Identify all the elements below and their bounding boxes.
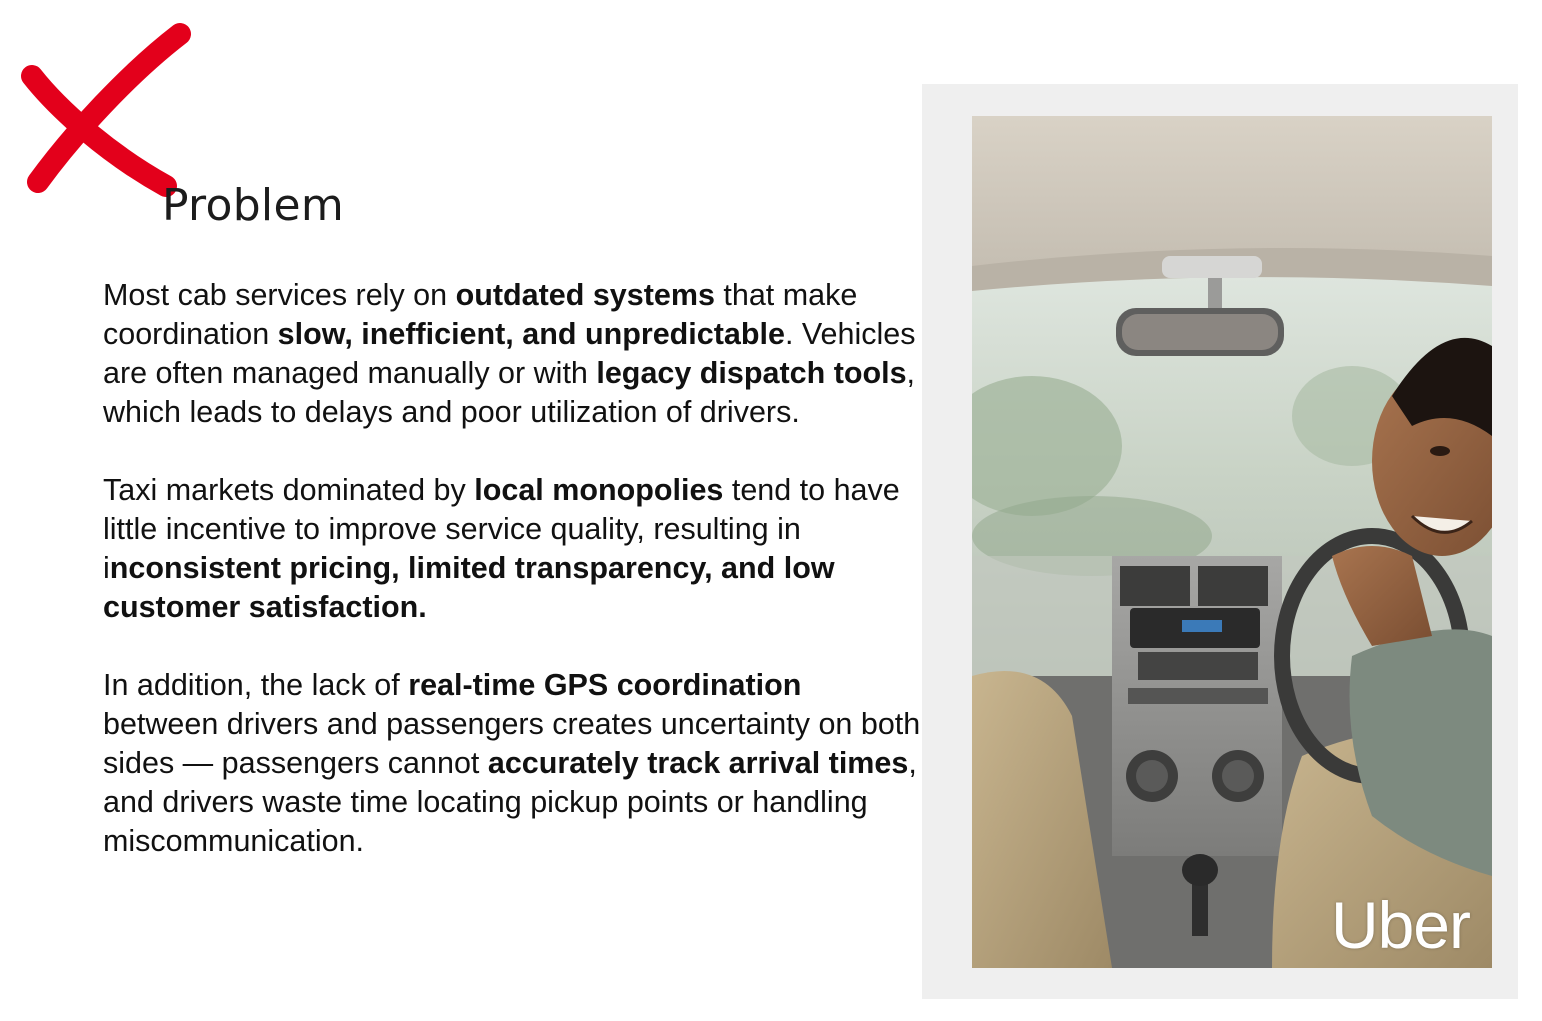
red-cross-mark-icon: [18, 14, 200, 200]
page-title: Problem: [162, 180, 344, 231]
paragraph-local-monopolies: Taxi markets dominated by local monopolies tend to have little incentive to improve service quality, resulting in inconsistent pricing, limited transparency, and low customer satisfaction.: [103, 473, 900, 624]
photo-frame: [922, 84, 1518, 999]
car-interior-illustration: [972, 116, 1492, 968]
paragraph-outdated-systems: Most cab services rely on outdated systems that make coordination slow, inefficient, and unpredictable. Vehicles are often managed manually or with legacy dispatch tools, which leads to delays and poor utilization of drivers.: [103, 278, 916, 429]
paragraph-gps-coordination: In addition, the lack of real-time GPS coordination between drivers and passengers creates uncertainty on both sides — passengers cannot accurately track arrival times, and drivers waste time locating pickup points or handling miscommunication.: [103, 668, 921, 858]
driver-photo: [972, 116, 1492, 968]
problem-description: [103, 276, 923, 900]
uber-logo: Uber: [1330, 888, 1470, 962]
